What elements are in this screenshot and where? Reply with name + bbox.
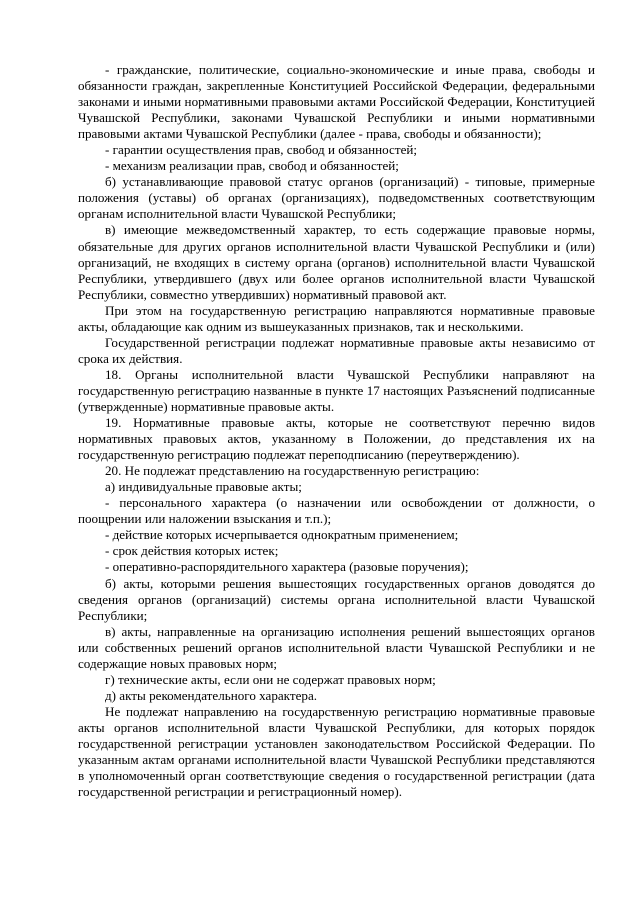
document-page — [78, 62, 595, 800]
paragraph-personal-character: - персонального характера (о назначении или освобождении от должности, о поощрении или наложении взыскания и т.п.); — [78, 495, 595, 527]
paragraph-rights-freedoms: - гражданские, политические, социально-экономические и иные права, свободы и обязанности граждан, закрепленные Конституцией Российской Федерации, федеральными законами и иными нормативными правовыми актами Российской Федерации, Конституцией Чувашской Республики, законами Чувашской Республики и иными нормативными правовыми актами Чувашской Республики (далее - права, свободы и обязанности); — [78, 62, 595, 142]
paragraph-item-v-interagency: в) имеющие межведомственный характер, то есть содержащие правовые нормы, обязательные для других органов исполнительной власти Чувашской Республики и (или) организаций, не входящих в систему органа (органов) исполнительной власти Чувашской Республики, утвердившего (двух или более органов исполнительной власти Чувашской Республики, совместно утвердивших) нормативный правовой акт. — [78, 222, 595, 302]
paragraph-not-subject: Не подлежат направлению на государственную регистрацию нормативные правовые акты органов исполнительной власти Чувашской Республики, для которых порядок государственной регистрации установлен законодательством Российской Федерации. По указанным актам органами исполнительной власти Чувашской Республики представляются в уполномоченный орган соответствующие сведения о государственной регистрации (дата государственной регистрации и регистрационный номер). — [78, 703, 595, 800]
paragraph-item-b-status: б) устанавливающие правовой статус органов (организаций) - типовые, примерные положения (уставы) об органах (организациях), подведомственных соответствующим органам исполнительной власти Чувашской Республики; — [78, 174, 595, 222]
paragraph-item-d-recommendation: д) акты рекомендательного характера. — [105, 687, 318, 703]
paragraph-item-v-acts: в) акты, направленные на организацию исполнения решений вышестоящих органов или собственных решений органов исполнительной власти Чувашской Республики и не содержащие новых правовых норм; — [78, 623, 595, 671]
paragraph-item-a-individual: а) индивидуальные правовые акты; — [105, 479, 302, 495]
paragraph-expired: - срок действия которых истек; — [105, 543, 279, 559]
paragraph-registration-note: При этом на государственную регистрацию направляются нормативные правовые акты, обладающие как одним из вышеуказанных признаков, так и несколькими. — [78, 302, 595, 334]
paragraph-mechanism: - механизм реализации прав, свобод и обязанностей; — [105, 158, 399, 174]
paragraph-point-18: 18. Органы исполнительной власти Чувашской Республики направляют на государственную регистрацию названные в пункте 17 настоящих Разъяснений подписанные (утвержденные) нормативные правовые акты. — [78, 366, 595, 414]
paragraph-item-b-acts: б) акты, которыми решения вышестоящих государственных органов доводятся до сведения органов (организаций) системы органа исполнительной власти Чувашской Республики; — [78, 575, 595, 623]
paragraph-item-g-technical: г) технические акты, если они не содержат правовых норм; — [105, 671, 436, 687]
paragraph-guarantees: - гарантии осуществления прав, свобод и обязанностей; — [105, 142, 418, 158]
paragraph-registration-validity: Государственной регистрации подлежат нормативные правовые акты независимо от срока их действия. — [78, 334, 595, 366]
paragraph-point-19: 19. Нормативные правовые акты, которые не соответствуют перечню видов нормативных правовых актов, указанному в Положении, до представления их на государственную регистрацию подлежат переподписанию (переутверждению). — [78, 415, 595, 463]
paragraph-point-20: 20. Не подлежат представлению на государственную регистрацию: — [105, 463, 480, 479]
paragraph-operational: - оперативно-распорядительного характера (разовые поручения); — [105, 559, 469, 575]
paragraph-single-use: - действие которых исчерпывается однократным применением; — [105, 527, 459, 543]
